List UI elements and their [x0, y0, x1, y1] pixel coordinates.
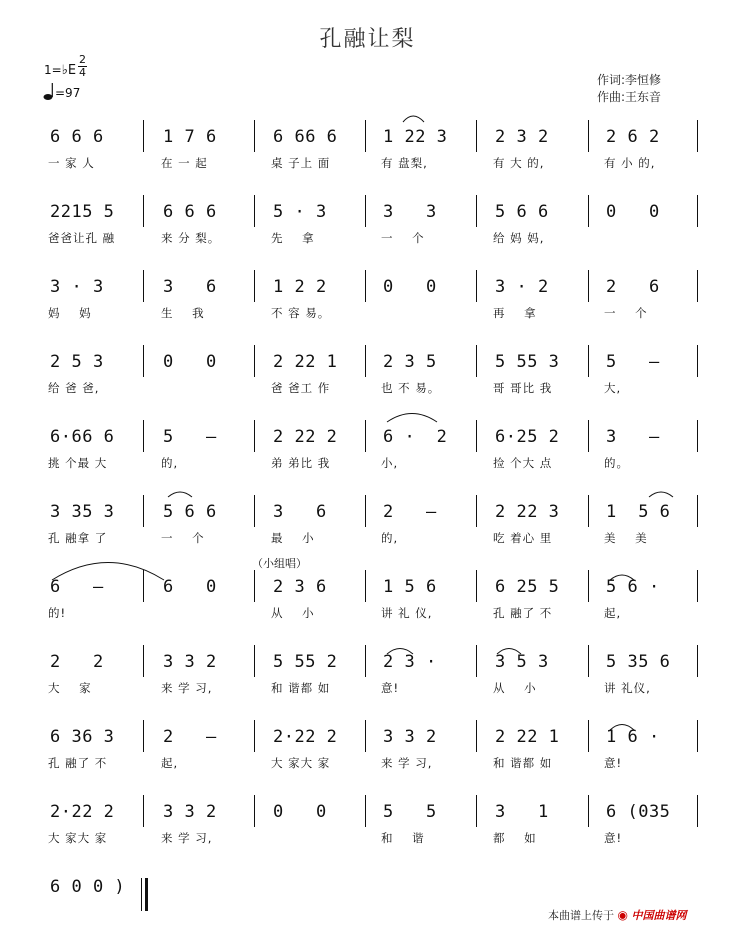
footer-credit [548, 907, 686, 923]
measure [155, 568, 263, 634]
barline [254, 345, 255, 377]
barline [143, 720, 144, 752]
measure-lyrics: 来 分 梨。 [161, 231, 221, 245]
tempo-value: =97 [55, 86, 81, 100]
barline [476, 195, 477, 227]
measure-notes: 5 6 6 [495, 202, 549, 222]
barline [143, 495, 144, 527]
barline [588, 120, 589, 152]
barline [588, 795, 589, 827]
barline [588, 645, 589, 677]
measure-lyrics: 也 不 易。 [381, 381, 441, 395]
barline [254, 195, 255, 227]
measure-lyrics: 美 美 [604, 531, 648, 545]
score-line [0, 343, 735, 409]
measure [42, 493, 150, 559]
barline [588, 495, 589, 527]
measure-notes: 5 5 [383, 802, 437, 822]
measure-lyrics: 爸爸让孔 融 [48, 231, 116, 245]
measure-notes: 3 · 2 [495, 277, 549, 297]
measure-notes: 1 2 2 [273, 277, 327, 297]
barline [143, 345, 144, 377]
lyricist-credit: 作词:李恒修 [597, 73, 662, 87]
measure-notes: 0 0 [606, 202, 660, 222]
measure-lyrics: 哥 哥比 我 [493, 381, 553, 395]
key-flat: ♭E [61, 63, 77, 78]
measure [598, 793, 706, 859]
barline [476, 420, 477, 452]
measure-lyrics: 在 一 起 [161, 156, 208, 170]
barline [143, 195, 144, 227]
measure [42, 643, 150, 709]
measure [265, 718, 373, 784]
measure-notes: 3 3 2 [383, 727, 437, 747]
measure [265, 343, 373, 409]
measure [487, 493, 595, 559]
measure [598, 493, 706, 559]
measure-notes: 6·25 2 [495, 427, 560, 447]
barline [143, 570, 144, 602]
measure-notes: 2 22 1 [273, 352, 338, 372]
measure-notes: 3 3 2 [163, 802, 217, 822]
group-singing-marker: （小组唱） [252, 557, 307, 570]
measure-lyrics: 有 大 的, [493, 156, 545, 170]
measure-lyrics: 的, [161, 456, 179, 470]
measure [375, 643, 483, 709]
measure-notes: 2·22 2 [50, 802, 115, 822]
final-barline-thick [145, 878, 148, 911]
measure-lyrics: 挑 个最 大 [48, 456, 108, 470]
barline [476, 345, 477, 377]
measure [375, 493, 483, 559]
measure [42, 118, 150, 184]
barline [365, 795, 366, 827]
barline [476, 570, 477, 602]
measure-lyrics: 讲 礼 仪, [381, 606, 433, 620]
measure [598, 418, 706, 484]
measure-notes: 2 22 3 [495, 502, 560, 522]
measure [375, 118, 483, 184]
measure [155, 493, 263, 559]
measure-notes: 6 · 2 [383, 427, 448, 447]
barline [365, 495, 366, 527]
score-line [0, 718, 735, 784]
measure-lyrics: 吃 着心 里 [493, 531, 553, 545]
measure-lyrics: 妈 妈 [48, 306, 92, 320]
measure-lyrics: 从 小 [271, 606, 315, 620]
measure [487, 643, 595, 709]
score-line [0, 793, 735, 859]
brand-icon: ◉ [617, 908, 628, 922]
barline [476, 120, 477, 152]
measure-lyrics: 的。 [604, 456, 629, 470]
measure-notes: 0 0 [163, 352, 217, 372]
measure-lyrics: 大 家大 家 [48, 831, 108, 845]
barline [365, 420, 366, 452]
barline [365, 570, 366, 602]
measure [375, 418, 483, 484]
measure [375, 343, 483, 409]
measure-lyrics: 和 谐都 如 [271, 681, 331, 695]
measure-notes: 3 6 [163, 277, 217, 297]
measure [155, 643, 263, 709]
measure [265, 493, 373, 559]
measure [265, 643, 373, 709]
measure [155, 343, 263, 409]
measure-notes: 2 2 [50, 652, 104, 672]
measure-lyrics: 和 谐都 如 [493, 756, 553, 770]
measure-lyrics: 小, [381, 456, 399, 470]
score-line [0, 868, 735, 934]
measure [42, 268, 150, 334]
measure [375, 268, 483, 334]
measure [375, 568, 483, 634]
measure [42, 793, 150, 859]
measure-notes: 2 3 2 [495, 127, 549, 147]
measure [598, 193, 706, 259]
measure [487, 193, 595, 259]
barline [697, 120, 698, 152]
measure-lyrics: 的! [48, 606, 67, 620]
barline [476, 795, 477, 827]
measure-notes: 5 35 6 [606, 652, 671, 672]
measure [265, 568, 373, 634]
barline [143, 420, 144, 452]
barline [588, 195, 589, 227]
measure-lyrics: 爸 爸工 作 [271, 381, 331, 395]
barline [588, 720, 589, 752]
measure-notes: 2 3 6 [273, 577, 327, 597]
measure-notes: 1 5 6 [606, 502, 671, 522]
measure-notes: 6 25 5 [495, 577, 560, 597]
measure [42, 418, 150, 484]
measure [265, 118, 373, 184]
final-barline-thin [141, 878, 142, 911]
measure-notes: 2215 5 [50, 202, 115, 222]
measure-notes: 6 0 0 ) [50, 877, 126, 897]
measure-notes: 0 0 [383, 277, 437, 297]
barline [365, 720, 366, 752]
barline [365, 345, 366, 377]
measure [598, 643, 706, 709]
measure-notes: 6 6 6 [50, 127, 104, 147]
measure-notes: 2 22 1 [495, 727, 560, 747]
measure-notes: 6 (035 [606, 802, 671, 822]
measure-lyrics: 起, [604, 606, 622, 620]
measure-notes: 5 55 3 [495, 352, 560, 372]
measure [42, 193, 150, 259]
key-signature [44, 63, 76, 78]
measure-notes: 5 55 2 [273, 652, 338, 672]
barline [254, 420, 255, 452]
measure-notes: 6 0 [163, 577, 217, 597]
quarter-note-icon [43, 83, 55, 101]
measure-notes: 6·66 6 [50, 427, 115, 447]
measure [598, 568, 706, 634]
measure [155, 118, 263, 184]
time-signature [78, 54, 87, 79]
barline [697, 795, 698, 827]
barline [143, 270, 144, 302]
measure [487, 118, 595, 184]
measure-notes: 2·22 2 [273, 727, 338, 747]
score-line [0, 268, 735, 334]
measure-lyrics: 讲 礼仪, [604, 681, 651, 695]
measure-lyrics: 孔 融拿 了 [48, 531, 108, 545]
measure [487, 718, 595, 784]
measure-lyrics: 起, [161, 756, 179, 770]
time-top: 2 [79, 53, 86, 66]
measure-notes: 5 6 · [606, 577, 660, 597]
measure-lyrics: 一 个 [161, 531, 205, 545]
measure-lyrics: 来 学 习, [381, 756, 433, 770]
measure-notes: 3 3 2 [163, 652, 217, 672]
score-line [0, 193, 735, 259]
measure [598, 343, 706, 409]
measure [265, 418, 373, 484]
measure-notes: 0 0 [273, 802, 327, 822]
barline [476, 270, 477, 302]
measure-notes: 1 6 · [606, 727, 660, 747]
measure [487, 343, 595, 409]
measure-notes: 2 – [163, 727, 217, 747]
barline [365, 120, 366, 152]
score-line [0, 643, 735, 709]
measure-lyrics: 都 如 [493, 831, 537, 845]
measure-lyrics: 不 容 易。 [271, 306, 331, 320]
measure [265, 793, 373, 859]
measure [487, 793, 595, 859]
measure-notes: 3 6 [273, 502, 327, 522]
measure-notes: 3 1 [495, 802, 549, 822]
barline [254, 795, 255, 827]
measure [155, 193, 263, 259]
measure [42, 868, 142, 934]
measure [265, 268, 373, 334]
time-bottom: 4 [79, 66, 86, 79]
measure-lyrics: 一 个 [381, 231, 425, 245]
measure-notes: 6 66 6 [273, 127, 338, 147]
measure-lyrics: 来 学 习, [161, 831, 213, 845]
measure [42, 568, 150, 634]
barline [476, 495, 477, 527]
measure-lyrics: 意! [604, 831, 623, 845]
barline [476, 645, 477, 677]
measure [487, 568, 595, 634]
measure-notes: 1 5 6 [383, 577, 437, 597]
measure [42, 343, 150, 409]
measure-lyrics: 孔 融了 不 [48, 756, 108, 770]
barline [365, 645, 366, 677]
score-line [0, 493, 735, 559]
measure-notes: 5 – [606, 352, 660, 372]
measure-notes: 2 – [383, 502, 437, 522]
measure-lyrics: 意! [604, 756, 623, 770]
measure [265, 193, 373, 259]
measure-notes: 2 5 3 [50, 352, 104, 372]
measure-lyrics: 从 小 [493, 681, 537, 695]
barline [143, 120, 144, 152]
measure-notes: 3 · 3 [50, 277, 104, 297]
barline [254, 120, 255, 152]
measure [598, 118, 706, 184]
barline [476, 720, 477, 752]
barline [697, 270, 698, 302]
measure-notes: 2 3 5 [383, 352, 437, 372]
measure-notes: 6 36 3 [50, 727, 115, 747]
song-title: 孔融让梨 [319, 27, 416, 52]
measure-lyrics: 生 我 [161, 306, 205, 320]
measure-notes: 2 3 · [383, 652, 437, 672]
measure-lyrics: 大 家大 家 [271, 756, 331, 770]
measure [155, 718, 263, 784]
score-line [0, 418, 735, 484]
key-prefix: 1= [44, 63, 62, 77]
measure-notes: 3 – [606, 427, 660, 447]
measure-lyrics: 有 盘梨, [381, 156, 428, 170]
measure-lyrics: 弟 弟比 我 [271, 456, 331, 470]
measure-notes: 2 6 [606, 277, 660, 297]
barline [588, 420, 589, 452]
measure [375, 718, 483, 784]
measure-notes: 2 22 2 [273, 427, 338, 447]
barline [254, 270, 255, 302]
barline [365, 270, 366, 302]
measure-lyrics: 和 谐 [381, 831, 425, 845]
measure [598, 718, 706, 784]
measure-notes: 1 22 3 [383, 127, 448, 147]
footer-upload-text: 本曲谱上传于 [548, 909, 614, 922]
measure-notes: 1 7 6 [163, 127, 217, 147]
measure-lyrics: 桌 子上 面 [271, 156, 331, 170]
measure-lyrics: 最 小 [271, 531, 315, 545]
measure-lyrics: 一 家 人 [48, 156, 95, 170]
measure [155, 418, 263, 484]
measure-notes: 5 – [163, 427, 217, 447]
measure-notes: 3 5 3 [495, 652, 549, 672]
measure-notes: 6 – [50, 577, 104, 597]
measure-lyrics: 意! [381, 681, 400, 695]
measure-lyrics: 给 妈 妈, [493, 231, 545, 245]
barline [254, 720, 255, 752]
measure [487, 268, 595, 334]
measure-notes: 3 3 [383, 202, 437, 222]
measure-notes: 2 6 2 [606, 127, 660, 147]
measure-lyrics: 的, [381, 531, 399, 545]
measure-lyrics: 孔 融了 不 [493, 606, 553, 620]
footer-brand: 中国曲谱网 [631, 909, 687, 922]
score-line [0, 568, 735, 634]
barline [588, 345, 589, 377]
barline [254, 645, 255, 677]
barline [143, 645, 144, 677]
barline [143, 795, 144, 827]
barline [588, 270, 589, 302]
barline [254, 570, 255, 602]
measure-notes: 3 35 3 [50, 502, 115, 522]
barline [697, 195, 698, 227]
measure-notes: 5 6 6 [163, 502, 217, 522]
barline [697, 420, 698, 452]
measure-lyrics: 先 拿 [271, 231, 315, 245]
barline [588, 570, 589, 602]
measure [375, 193, 483, 259]
barline [697, 570, 698, 602]
measure-lyrics: 有 小 的, [604, 156, 656, 170]
measure-lyrics: 再 拿 [493, 306, 537, 320]
barline [697, 720, 698, 752]
barline [365, 195, 366, 227]
measure-notes: 5 · 3 [273, 202, 327, 222]
score-line [0, 118, 735, 184]
measure-lyrics: 大 家 [48, 681, 92, 695]
measure [155, 268, 263, 334]
measure [42, 718, 150, 784]
measure-notes: 6 6 6 [163, 202, 217, 222]
measure-lyrics: 捡 个大 点 [493, 456, 553, 470]
measure [155, 793, 263, 859]
barline [697, 495, 698, 527]
measure [375, 793, 483, 859]
tempo-marking [43, 83, 80, 101]
measure [487, 418, 595, 484]
measure-lyrics: 给 爸 爸, [48, 381, 100, 395]
barline [697, 645, 698, 677]
composer-credit: 作曲:王东音 [597, 90, 662, 104]
measure-lyrics: 大, [604, 381, 622, 395]
measure-lyrics: 来 学 习, [161, 681, 213, 695]
barline [697, 345, 698, 377]
barline [254, 495, 255, 527]
measure-lyrics: 一 个 [604, 306, 648, 320]
measure [598, 268, 706, 334]
